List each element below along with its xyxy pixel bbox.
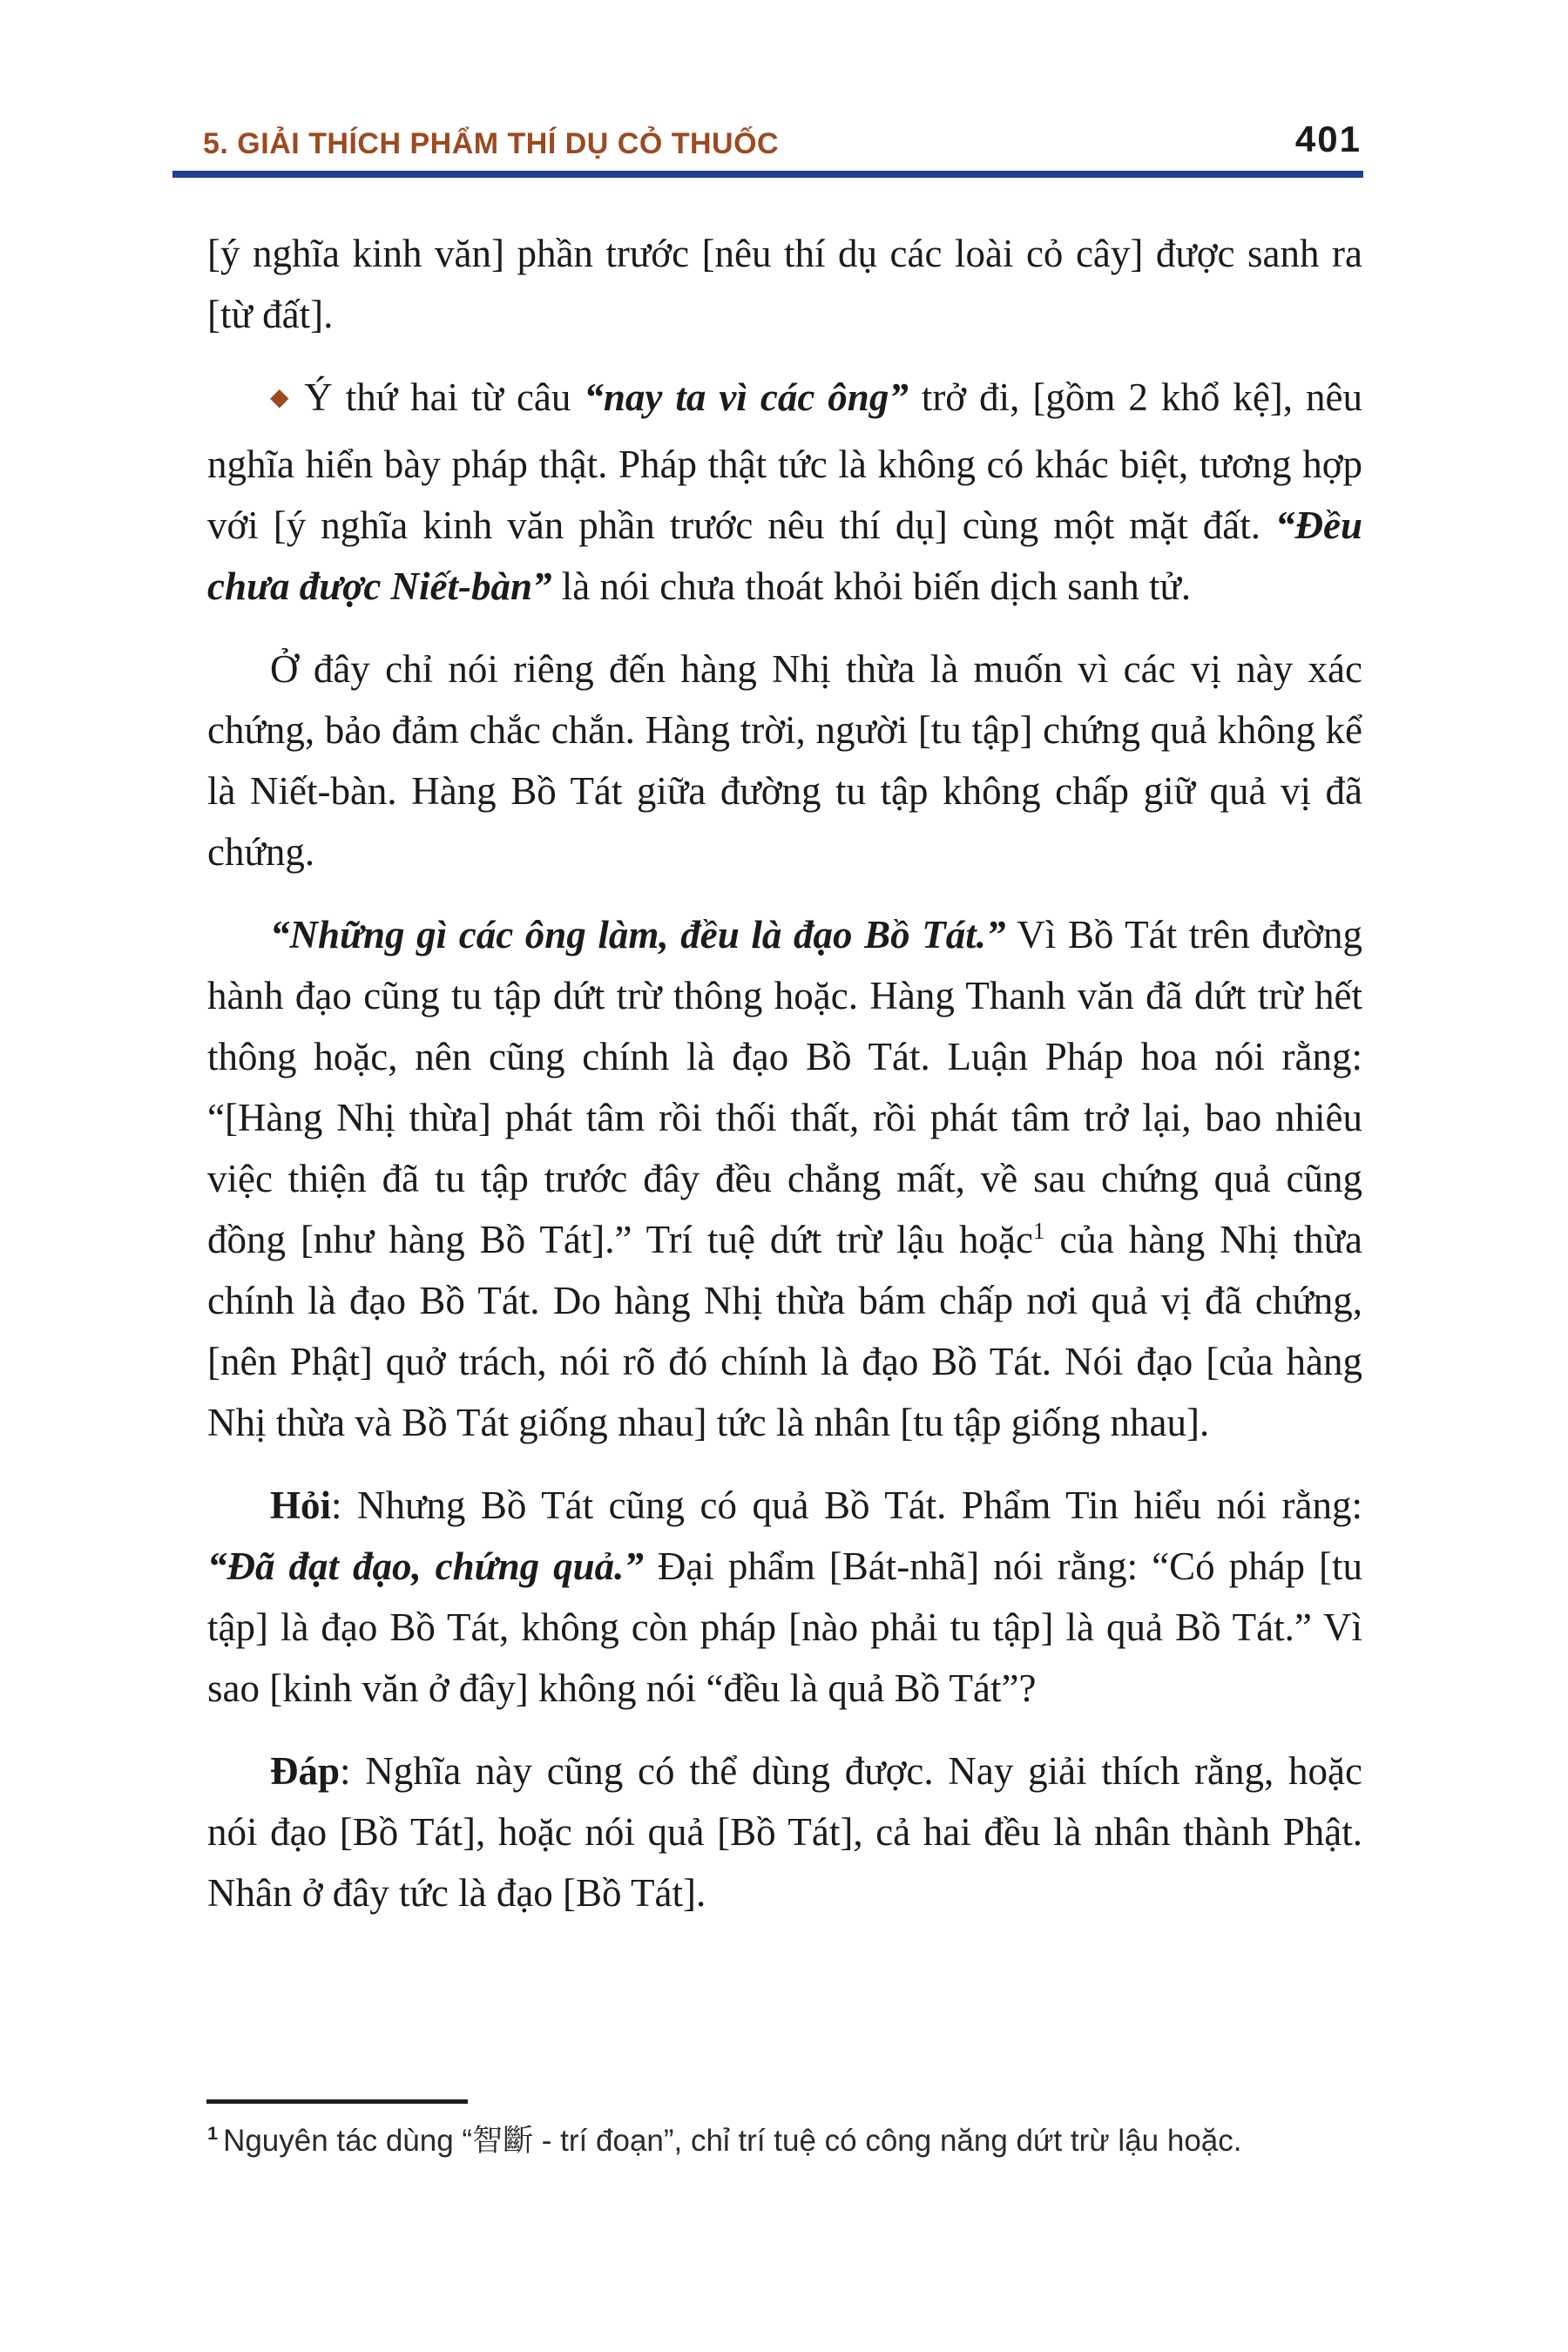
text-run: Ở đây chỉ nói riêng đến hàng Nhị thừa là muốn vì các vị này xác chứng, bảo đảm chắc chắn. Hàng trời, người [tu tập] chứng quả không kể là Niết-bàn. Hàng Bồ Tát giữa đường tu tập không chấp giữ quả vị đã chứng. (207, 647, 1362, 874)
text-run: “Đã đạt đạo, chứng quả.” (207, 1544, 644, 1588)
footnote-text (207, 2119, 1366, 2164)
diamond-bullet-icon: ◆ (270, 384, 293, 411)
text-run: Hỏi (270, 1484, 332, 1527)
text-run: [ý nghĩa kinh văn] phần trước [nêu thí dụ các loài cỏ cây] được sanh ra [từ đất]. (207, 232, 1362, 336)
text-run: Đại phẩm [Bát-nhã] nói rằng: “Có pháp [tu tập] là đạo Bồ Tát, không còn pháp [nào phải tu tập] là quả Bồ Tát.” Vì sao [kinh văn ở đây] không nói “đều là quả Bồ Tát”? (207, 1544, 1363, 1710)
chapter-header-title: 5. GIẢI THÍCH PHẨM THÍ DỤ CỎ THUỐC (203, 127, 780, 160)
paragraph (207, 1740, 1362, 1923)
text-run: “nay ta vì các ông” (584, 375, 909, 419)
paragraph (207, 639, 1362, 882)
paragraph (207, 367, 1362, 617)
paragraph (207, 1475, 1362, 1719)
footnote-marker: 1 (207, 2122, 219, 2145)
header-rule (172, 171, 1363, 178)
text-run: “Những gì các ông làm, đều là đạo Bồ Tát.” (270, 913, 1006, 956)
text-run: Nguyên tác dùng “智斷 - trí đoạn”, chỉ trí tuệ có công năng dứt trừ lậu hoặc. (223, 2124, 1242, 2158)
text-run: là nói chưa thoát khỏi biến dịch sanh tử. (551, 564, 1192, 608)
text-run: Đáp (270, 1749, 341, 1793)
text-run: trở đi, [gồm 2 khổ kệ], nêu nghĩa hiển bày pháp thật. Pháp thật tức là không có khác biệt, tương hợp với [ý nghĩa kinh văn phần trước nêu thí dụ] cùng một mặt đất. (207, 375, 1362, 547)
text-run: Vì Bồ Tát trên đường hành đạo cũng tu tập dứt trừ thông hoặc. Hàng Thanh văn đã dứt trừ hết thông hoặc, nên cũng chính là đạo Bồ Tát. Luận Pháp hoa nói rằng: “[Hàng Nhị thừa] phát tâm rồi thối thất, rồi phát tâm trở lại, bao nhiêu việc thiện đã tu tập trước đây đều chẳng mất, về sau chứng quả cũng đồng [như hàng Bồ Tát].” Trí tuệ dứt trừ lậu hoặc (207, 913, 1363, 1261)
paragraph (207, 223, 1362, 345)
text-run: Ý thứ hai từ câu (304, 375, 585, 419)
text-run: “Đều chưa được Niết-bàn” (207, 504, 1362, 608)
text-run: của hàng Nhị thừa chính là đạo Bồ Tát. Do hàng Nhị thừa bám chấp nơi quả vị đã chứng, [nên Phật] quở trách, nói rõ đó chính là đạo Bồ Tát. Nói đạo [của hàng Nhị thừa và Bồ Tát giống nhau] tức là nhân [tu tập giống nhau]. (207, 1218, 1362, 1444)
paragraph (207, 904, 1362, 1453)
footnote-ref: 1 (1032, 1218, 1045, 1244)
footnote-separator-rule (206, 2099, 468, 2104)
page-number: 401 (1294, 118, 1362, 159)
text-run: : Nghĩa này cũng có thể dùng được. Nay giải thích rằng, hoặc nói đạo [Bồ Tát], hoặc nói quả [Bồ Tát], cả hai đều là nhân thành Phật. Nhân ở đây tức là đạo [Bồ Tát]. (207, 1749, 1362, 1915)
text-run: : Nhưng Bồ Tát cũng có quả Bồ Tát. Phẩm Tin hiểu nói rằng: (331, 1484, 1362, 1527)
body-text (207, 223, 1362, 1945)
